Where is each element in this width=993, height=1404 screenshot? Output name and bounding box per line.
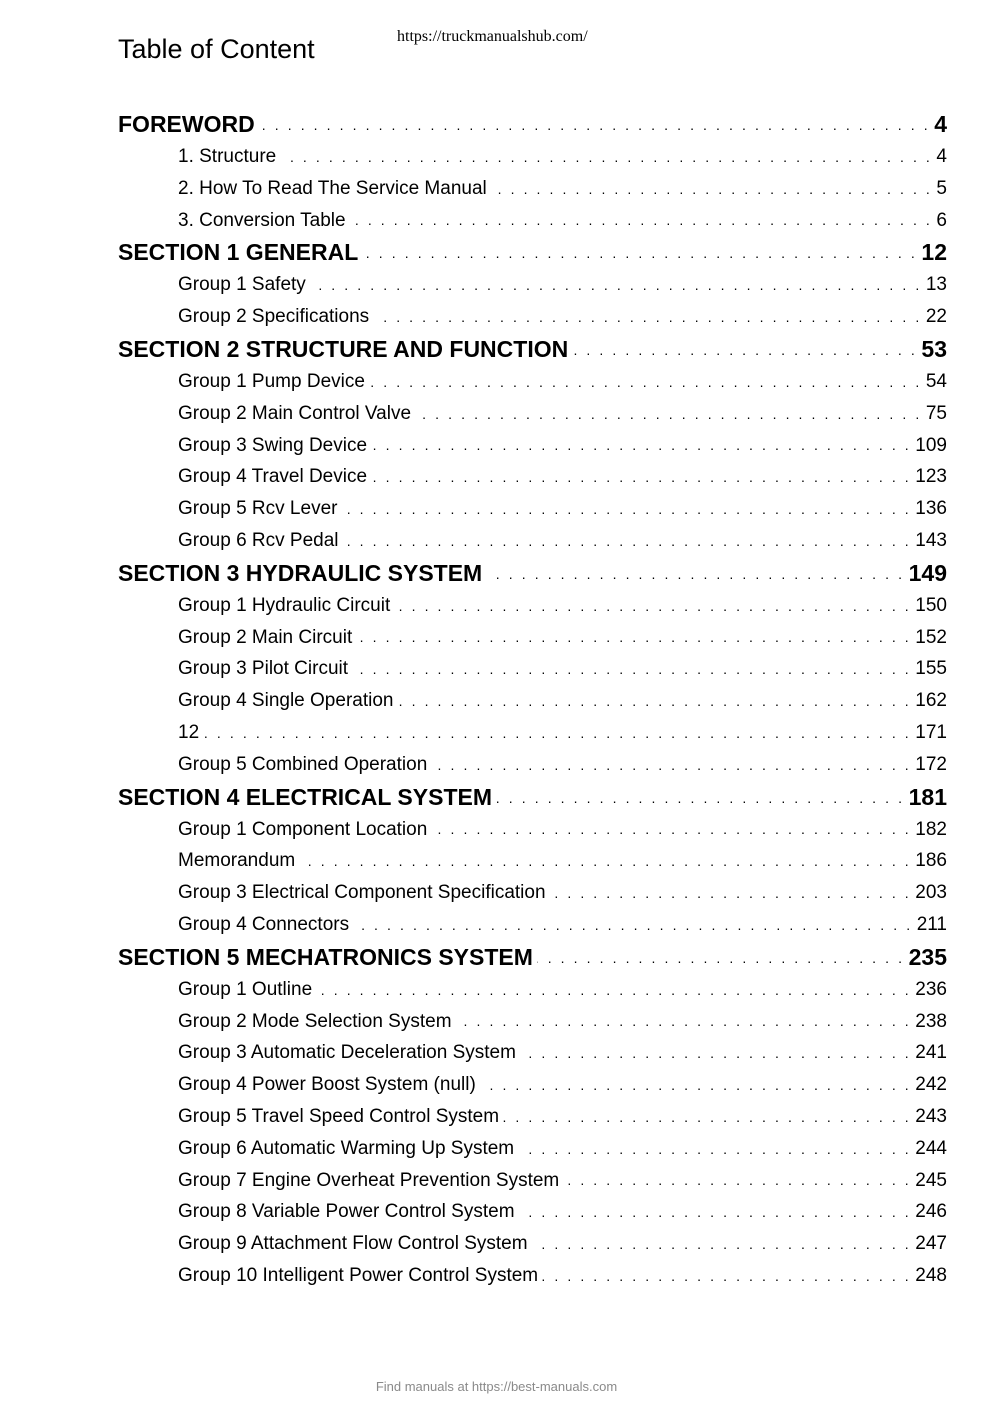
toc-entry-title: Group 4 Single Operation — [178, 690, 394, 712]
toc-entry-title: Group 6 Rcv Pedal — [178, 529, 339, 551]
toc-entry-title: SECTION 3 HYDRAULIC SYSTEM — [118, 559, 483, 586]
dot-leader — [572, 333, 917, 366]
toc-entry[interactable] — [118, 877, 947, 909]
toc-entry-page-number: 143 — [915, 529, 947, 551]
dot-leader — [480, 1069, 912, 1101]
dot-leader — [496, 781, 905, 814]
dot-leader — [299, 845, 911, 877]
toc-entry-page-number: 152 — [915, 626, 947, 648]
toc-entry-page-number: 6 — [936, 209, 947, 231]
dot-leader — [371, 430, 911, 462]
toc-entry-title: SECTION 5 MECHATRONICS SYSTEM — [118, 943, 533, 970]
toc-entry-title: Group 10 Intelligent Power Control System — [178, 1264, 539, 1286]
toc-entry-title: Group 2 Main Circuit — [178, 626, 353, 648]
toc-entry-title: Group 4 Connectors — [178, 913, 350, 935]
dot-leader — [431, 814, 911, 846]
toc-section-entry[interactable] — [118, 557, 947, 590]
toc-entry-title: Group 2 Mode Selection System — [178, 1010, 452, 1032]
toc-entry[interactable] — [118, 814, 947, 846]
toc-entry-page-number: 245 — [915, 1169, 947, 1191]
toc-entry-title: Group 4 Travel Device — [178, 466, 368, 488]
dot-leader — [343, 525, 912, 557]
toc-entry[interactable] — [118, 590, 947, 622]
dot-leader — [503, 1101, 911, 1133]
toc-entry-page-number: 238 — [915, 1010, 947, 1032]
toc-entry-title: 12 — [178, 721, 200, 743]
dot-leader — [518, 1133, 911, 1165]
dot-leader — [542, 1260, 911, 1292]
toc-entry[interactable] — [118, 430, 947, 462]
toc-entry-page-number: 181 — [908, 783, 947, 810]
toc-entry-title: Group 8 Variable Power Control System — [178, 1201, 515, 1223]
toc-entry-page-number: 54 — [925, 370, 947, 392]
toc-entry-title: SECTION 2 STRUCTURE AND FUNCTION — [118, 335, 569, 362]
header-url[interactable]: https://truckmanualshub.com/ — [397, 28, 588, 45]
toc-entry-page-number: 53 — [921, 335, 947, 362]
toc-entry-page-number: 22 — [925, 306, 947, 328]
toc-entry-page-number: 247 — [915, 1233, 947, 1255]
dot-leader — [532, 1228, 912, 1260]
toc-entry-page-number: 4 — [936, 146, 947, 167]
dot-leader — [350, 205, 933, 237]
toc-entry-title: Group 7 Engine Overheat Prevention System — [178, 1169, 560, 1191]
toc-entry-title: Group 1 Safety — [178, 274, 306, 296]
toc-entry[interactable] — [118, 717, 947, 749]
toc-entry-page-number: 182 — [915, 818, 947, 840]
toc-entry[interactable] — [118, 1006, 947, 1038]
toc-entry[interactable] — [118, 1037, 947, 1069]
toc-entry-page-number: 235 — [908, 943, 947, 970]
dot-leader — [259, 108, 930, 141]
dot-leader — [280, 141, 932, 173]
toc-entry-title: Group 3 Automatic Deceleration System — [178, 1042, 516, 1064]
dot-leader — [341, 493, 911, 525]
dot-leader — [352, 653, 911, 685]
toc-entry[interactable] — [118, 1101, 947, 1133]
dot-leader — [310, 269, 922, 301]
toc-section-entry[interactable] — [118, 941, 947, 974]
toc-entry-page-number: 75 — [925, 402, 947, 424]
toc-entry[interactable] — [118, 909, 947, 941]
toc-entry[interactable] — [118, 398, 947, 430]
dot-leader — [486, 557, 904, 590]
toc-entry[interactable] — [118, 141, 947, 173]
toc-entry[interactable] — [118, 1165, 947, 1197]
toc-entry[interactable] — [118, 301, 947, 333]
dot-leader — [369, 366, 922, 398]
toc-entry-page-number: 248 — [915, 1264, 947, 1286]
toc-entry[interactable] — [118, 622, 947, 654]
toc-entry-title: Group 2 Main Control Valve — [178, 402, 412, 424]
dot-leader — [316, 974, 911, 1006]
toc-entry[interactable] — [118, 749, 947, 781]
toc-entry[interactable] — [118, 1069, 947, 1101]
toc-entry-page-number: 150 — [915, 594, 947, 616]
toc-entry-page-number: 244 — [915, 1137, 947, 1159]
toc-entry-page-number: 109 — [915, 434, 947, 456]
toc-entry-title: Group 5 Combined Operation — [178, 753, 428, 775]
toc-entry-title: Group 1 Hydraulic Circuit — [178, 594, 391, 616]
toc-entry-title: Group 4 Power Boost System (null) — [178, 1074, 476, 1096]
toc-entry-page-number: 12 — [921, 239, 947, 266]
toc-entry-page-number: 13 — [925, 274, 947, 296]
dot-leader — [373, 301, 922, 333]
toc-entry-title: 3. Conversion Table — [178, 209, 346, 231]
toc-entry-title: Group 1 Pump Device — [178, 370, 365, 392]
toc-entry-page-number: 162 — [915, 690, 947, 712]
toc-entry-title: Memorandum — [178, 850, 296, 872]
toc-entry[interactable] — [118, 1196, 947, 1228]
toc-entry[interactable] — [118, 653, 947, 685]
toc-entry-page-number: 241 — [915, 1042, 947, 1064]
dot-leader — [456, 1006, 912, 1038]
toc-entry[interactable] — [118, 845, 947, 877]
toc-entry[interactable] — [118, 525, 947, 557]
toc-entry-page-number: 155 — [915, 658, 947, 680]
toc-entry[interactable] — [118, 974, 947, 1006]
toc-entry-title: SECTION 4 ELECTRICAL SYSTEM — [118, 783, 493, 810]
toc-entry-page-number: 246 — [915, 1201, 947, 1223]
toc-entry-title: Group 3 Swing Device — [178, 434, 368, 456]
toc-section-entry[interactable] — [118, 333, 947, 366]
dot-leader — [550, 877, 912, 909]
toc-entry-page-number: 211 — [916, 913, 947, 935]
toc-entry[interactable] — [118, 205, 947, 237]
dot-leader — [353, 909, 913, 941]
toc-entry[interactable] — [118, 269, 947, 301]
toc-entry-title: SECTION 1 GENERAL — [118, 239, 359, 266]
toc-entry-page-number: 236 — [915, 978, 947, 1000]
dot-leader — [563, 1165, 911, 1197]
toc-entry-page-number: 4 — [934, 111, 947, 137]
toc-entry[interactable] — [118, 366, 947, 398]
dot-leader — [491, 173, 933, 205]
dot-leader — [356, 622, 911, 654]
toc-entry-page-number: 149 — [908, 559, 947, 586]
toc-section-entry[interactable] — [118, 108, 947, 141]
toc-entry-page-number: 123 — [915, 466, 947, 488]
dot-leader — [371, 461, 911, 493]
toc-section-entry[interactable] — [118, 781, 947, 814]
toc-entry[interactable] — [118, 493, 947, 525]
toc-entry-title: Group 1 Component Location — [178, 818, 428, 840]
toc-entry[interactable] — [118, 1228, 947, 1260]
toc-entry-page-number: 203 — [915, 882, 947, 904]
dot-leader — [415, 398, 922, 430]
toc-entry[interactable] — [118, 685, 947, 717]
toc-entry-title: Group 9 Attachment Flow Control System — [178, 1233, 528, 1255]
toc-entry-title: Group 3 Pilot Circuit — [178, 658, 349, 680]
dot-leader — [519, 1196, 912, 1228]
toc-entry-page-number: 171 — [915, 721, 947, 743]
toc-entry-title: FOREWORD — [118, 111, 255, 137]
toc-entry-page-number: 172 — [915, 753, 947, 775]
dot-leader — [394, 590, 911, 622]
toc-entry-title: 2. How To Read The Service Manual — [178, 177, 487, 199]
toc-entry-title: Group 5 Travel Speed Control System — [178, 1105, 500, 1127]
toc-entry-page-number: 242 — [915, 1074, 947, 1096]
toc-entry-page-number: 243 — [915, 1105, 947, 1127]
dot-leader — [537, 941, 905, 974]
page-title: Table of Content — [118, 34, 315, 64]
footer-link[interactable]: Find manuals at https://best-manuals.com — [375, 1379, 618, 1394]
toc-entry-title: 1. Structure — [178, 146, 277, 167]
dot-leader — [203, 717, 911, 749]
dot-leader — [397, 685, 911, 717]
toc-entry-title: Group 2 Specifications — [178, 306, 370, 328]
toc-entry[interactable] — [118, 461, 947, 493]
table-of-contents — [118, 108, 947, 1292]
toc-entry[interactable] — [118, 1133, 947, 1165]
toc-entry[interactable] — [118, 173, 947, 205]
toc-entry-title: Group 1 Outline — [178, 978, 313, 1000]
dot-leader — [520, 1037, 911, 1069]
toc-section-entry[interactable] — [118, 236, 947, 269]
toc-entry-title: Group 6 Automatic Warming Up System — [178, 1137, 515, 1159]
toc-entry-page-number: 186 — [915, 850, 947, 872]
dot-leader — [362, 236, 917, 269]
toc-entry-title: Group 5 Rcv Lever — [178, 498, 338, 520]
dot-leader — [431, 749, 911, 781]
toc-entry[interactable] — [118, 1260, 947, 1292]
toc-entry-page-number: 5 — [936, 177, 947, 199]
toc-entry-title: Group 3 Electrical Component Specification — [178, 882, 546, 904]
toc-entry-page-number: 136 — [915, 498, 947, 520]
